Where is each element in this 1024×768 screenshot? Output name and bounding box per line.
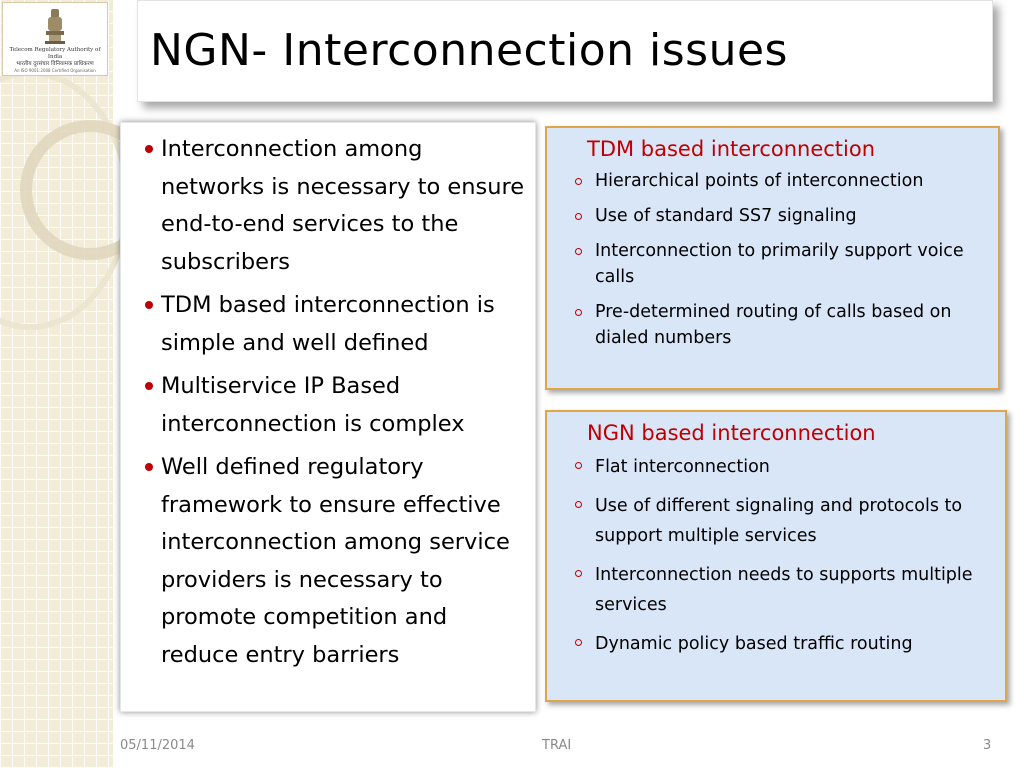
tdm-item-text: Pre-determined routing of calls based on dialed numbers: [595, 302, 952, 348]
tdm-panel-title: TDM based interconnection: [587, 137, 876, 161]
left-bullet-text: Well defined regulatory framework to ensure effective interconnection among service providers is necessary to promote competition and reduce entry barriers: [161, 454, 510, 668]
ngn-list-item: [567, 560, 995, 620]
tdm-list-item: [567, 168, 988, 194]
bullet-circle-icon: [575, 501, 582, 508]
bullet-circle-icon: [575, 462, 582, 469]
ngn-item-text: Dynamic policy based traffic routing: [595, 634, 913, 654]
left-bullet-item: [129, 368, 527, 443]
bullet-dot-icon: [145, 463, 153, 471]
left-bullet-text: TDM based interconnection is simple and well defined: [161, 292, 495, 356]
left-bullet-list: [129, 131, 527, 674]
tdm-item-text: Interconnection to primarily support voice calls: [595, 241, 964, 287]
footer-date: 05/11/2014: [120, 738, 195, 753]
left-bullet-text: Interconnection among networks is necessary to ensure end-to-end services to the subscribers: [161, 136, 525, 275]
left-bullet-item: [129, 449, 527, 674]
slide-number: 3: [983, 738, 992, 753]
ngn-item-text: Use of different signaling and protocols to support multiple services: [595, 496, 963, 546]
logo-org-name-hi: भारतीय दूरसंचार विनियामक प्राधिकरण: [16, 61, 94, 67]
tdm-list-item: [567, 203, 988, 229]
bullet-circle-icon: [575, 309, 582, 316]
left-bullet-item: [129, 287, 527, 362]
bullet-circle-icon: [575, 248, 582, 255]
ngn-item-list: [567, 452, 995, 659]
ngn-list-item: [567, 629, 995, 659]
bullet-circle-icon: [575, 639, 582, 646]
decorative-grid-strip: [0, 0, 113, 768]
footer-org: TRAI: [542, 738, 572, 753]
tdm-list-item: [567, 299, 988, 351]
tdm-item-text: Use of standard SS7 signaling: [595, 206, 857, 226]
bullet-dot-icon: [145, 301, 153, 309]
left-bullet-text: Multiservice IP Based interconnection is complex: [161, 373, 465, 437]
national-emblem-icon: [42, 7, 68, 47]
bullet-dot-icon: [145, 382, 153, 390]
title-box: [137, 0, 993, 102]
logo-org-name-en: Telecom Regulatory Authority of India: [9, 47, 101, 60]
left-bullet-item: [129, 131, 527, 281]
left-content-box: [120, 122, 536, 712]
slide-title: NGN- Interconnection issues: [150, 25, 788, 76]
ngn-item-text: Interconnection needs to supports multiple services: [595, 565, 973, 615]
tdm-item-list: [567, 168, 988, 351]
tdm-interconnection-panel: [545, 126, 1000, 390]
ngn-item-text: Flat interconnection: [595, 457, 770, 477]
bullet-circle-icon: [575, 213, 582, 220]
ngn-panel-title: NGN based interconnection: [587, 421, 876, 445]
trai-logo: [2, 2, 108, 76]
ngn-list-item: [567, 491, 995, 551]
ngn-interconnection-panel: [545, 410, 1007, 702]
bullet-circle-icon: [575, 570, 582, 577]
ngn-list-item: [567, 452, 995, 482]
bullet-circle-icon: [575, 178, 582, 185]
logo-tagline: An ISO 9001:2008 Certified Organisation: [14, 68, 96, 73]
bullet-dot-icon: [145, 145, 153, 153]
tdm-item-text: Hierarchical points of interconnection: [595, 171, 924, 191]
tdm-list-item: [567, 238, 988, 290]
